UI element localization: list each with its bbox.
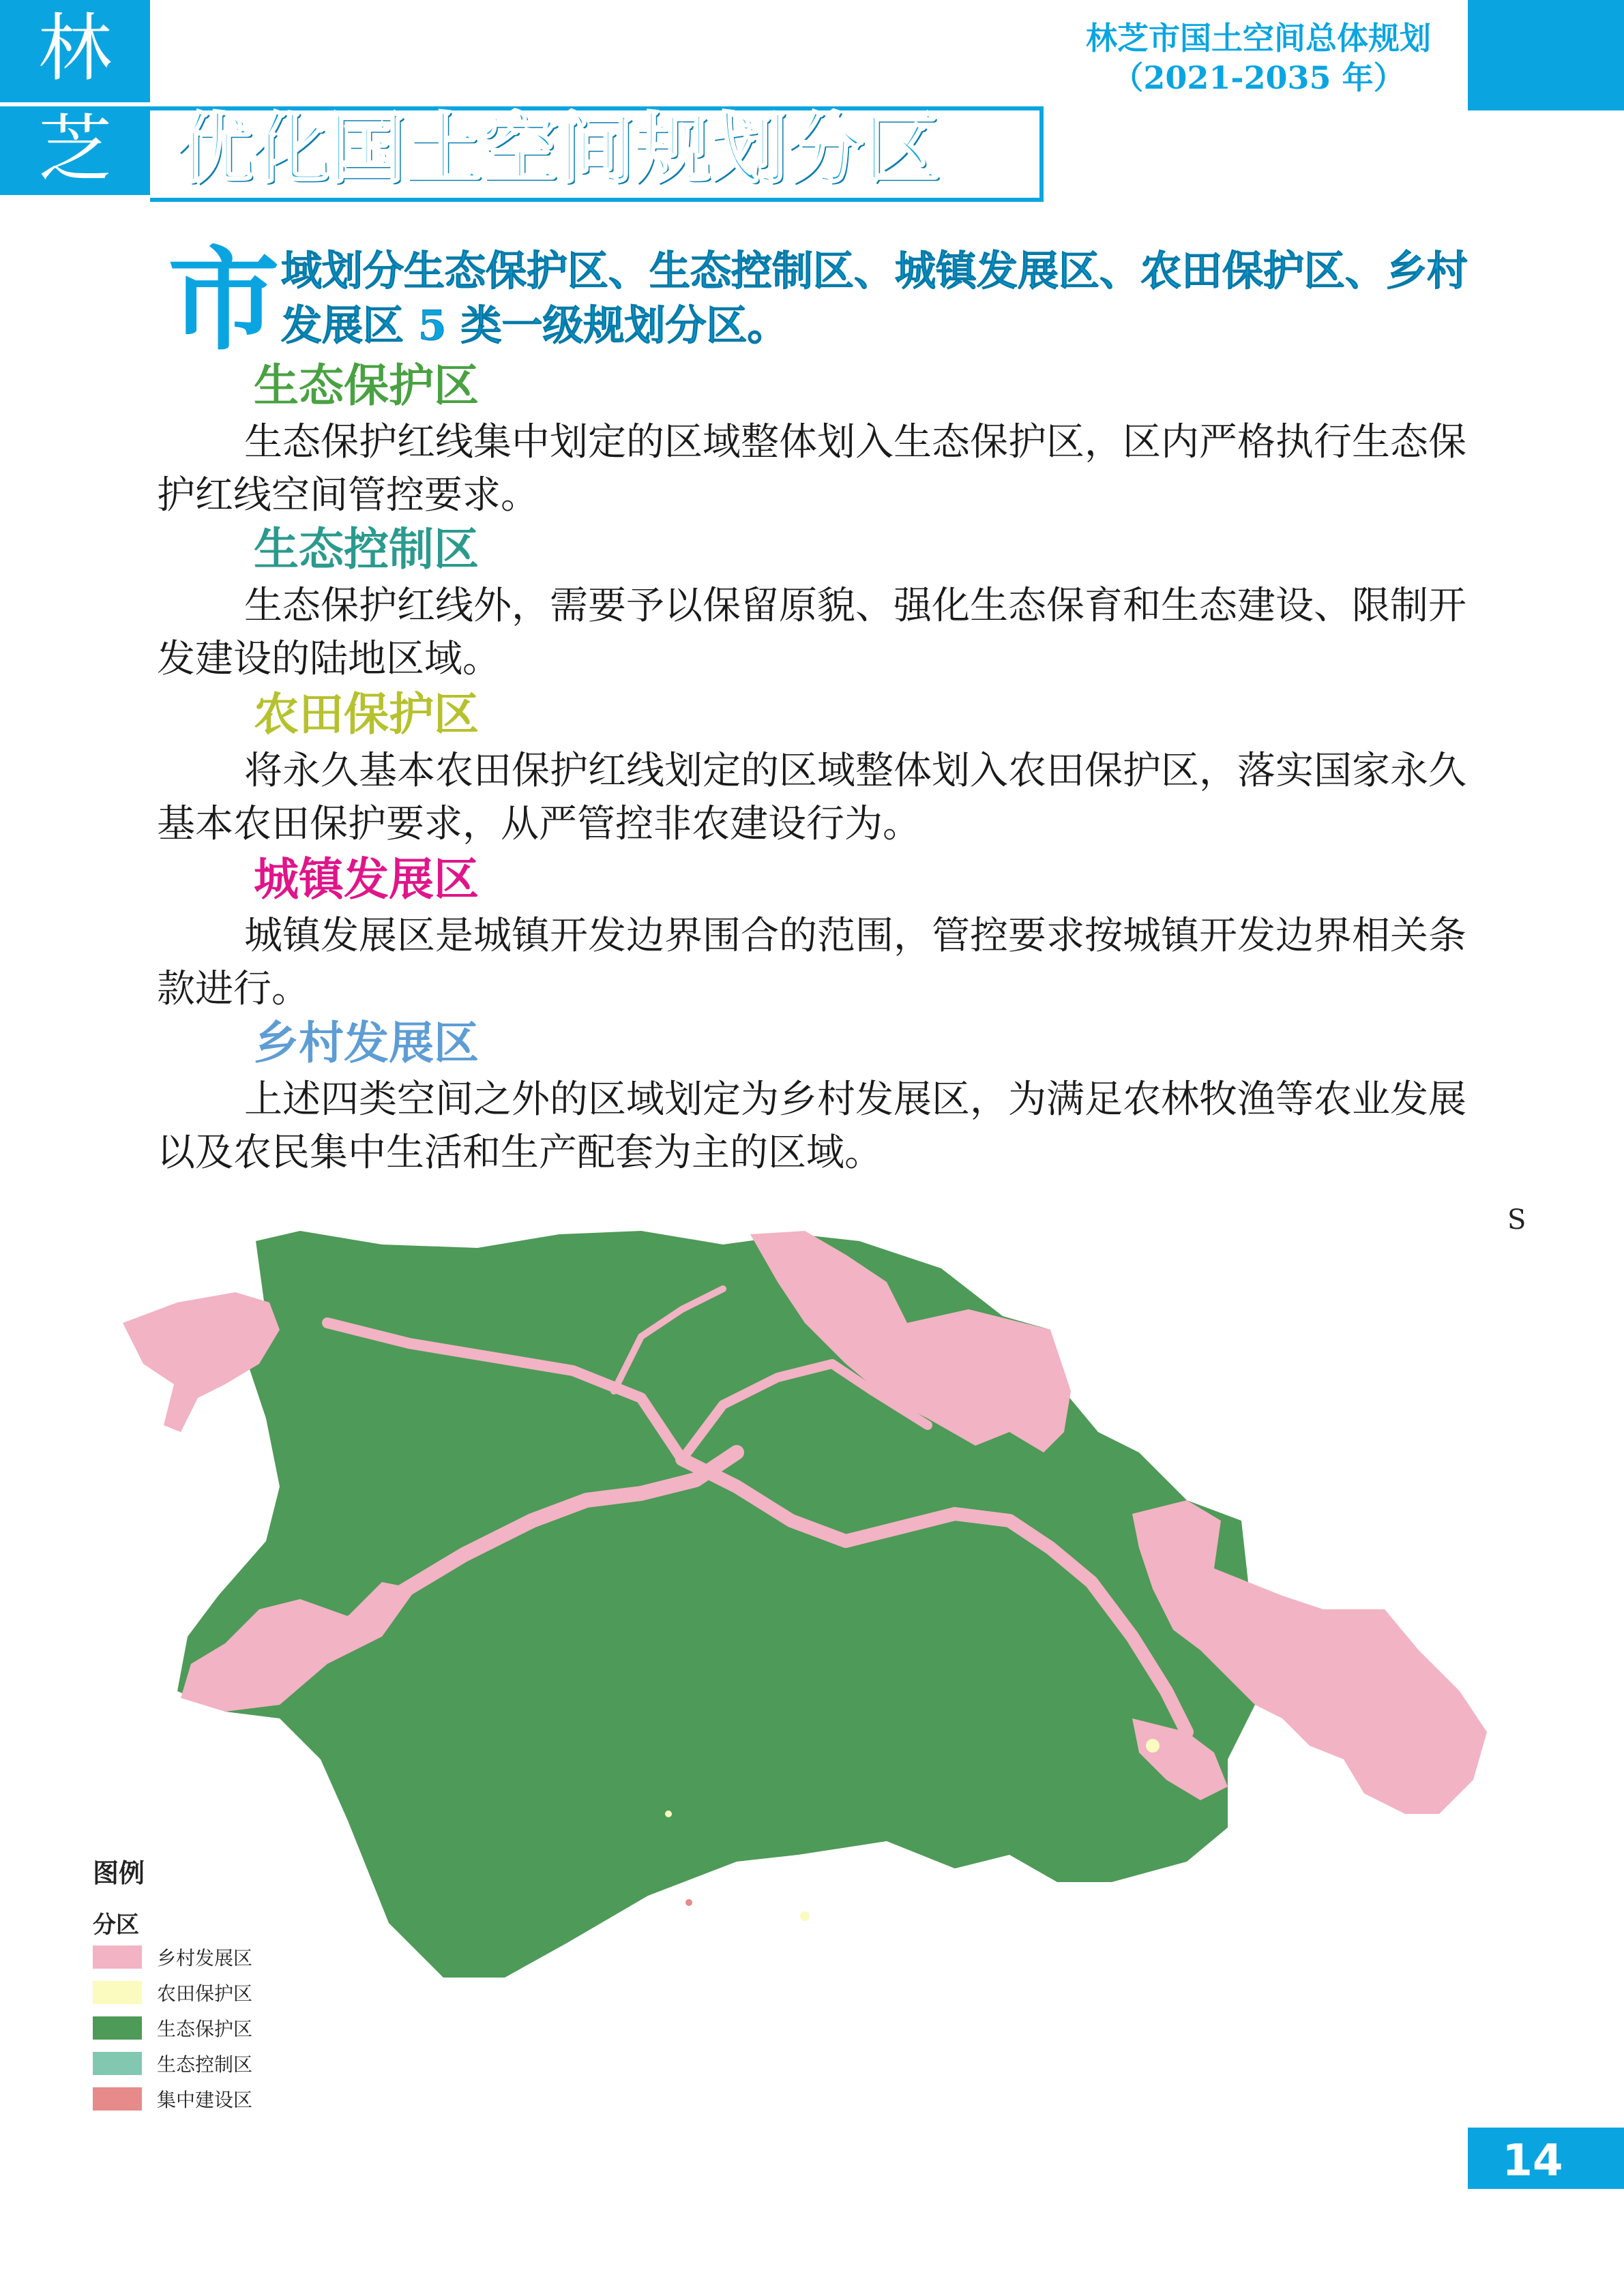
legend-swatch bbox=[93, 2016, 142, 2040]
corner-char-bottom: 芝 bbox=[38, 107, 112, 192]
section-heading-eco-control: 生态控制区 bbox=[254, 522, 479, 576]
map-eco-protection-zone bbox=[177, 1231, 1255, 1978]
legend-item bbox=[93, 1939, 252, 1975]
legend-item bbox=[93, 2081, 252, 2117]
legend-label: 集中建设区 bbox=[157, 2089, 253, 2111]
section-text-farmland: 将永久基本农田保护红线划定的区域整体划入农田保护区，落实国家永久基本农田保护要求，从严管控非农建设行为。 bbox=[157, 749, 1466, 846]
corner-block-top bbox=[0, 0, 150, 102]
intro-dropcap: 市 bbox=[168, 234, 280, 366]
intro-text: 域划分生态保护区、生态控制区、城镇发展区、农田保护区、乡村发展区 5 类一级规划分区。 bbox=[281, 248, 1468, 350]
section-text-urban: 城镇发展区是城镇开发边界围合的范围，管控要求按城镇开发边界相关条款进行。 bbox=[157, 914, 1466, 1011]
map-legend bbox=[93, 1852, 252, 2117]
map-corner-label: S bbox=[1507, 1204, 1526, 1236]
running-header bbox=[1044, 19, 1473, 98]
page-number: 14 bbox=[1502, 2136, 1563, 2186]
legend-label: 生态控制区 bbox=[157, 2053, 253, 2076]
legend-item bbox=[93, 2010, 252, 2046]
section-text-eco-protection: 生态保护红线集中划定的区域整体划入生态保护区，区内严格执行生态保护红线空间管控要求。 bbox=[157, 420, 1466, 518]
legend-swatch bbox=[93, 1945, 142, 1969]
section-heading-urban: 城镇发展区 bbox=[254, 852, 479, 906]
legend-title: 图例 bbox=[93, 1858, 145, 1888]
zoning-map bbox=[123, 1227, 1528, 2005]
legend-subtitle: 分区 bbox=[93, 1911, 139, 1939]
map-farmland-patch bbox=[800, 1911, 810, 1921]
corner-block-bottom bbox=[0, 106, 150, 195]
legend-label: 生态保护区 bbox=[157, 2018, 253, 2040]
section-heading-eco-protection: 生态保护区 bbox=[254, 359, 479, 412]
legend-label: 农田保护区 bbox=[157, 1982, 253, 2005]
map-farmland-patch bbox=[1146, 1739, 1160, 1753]
header-color-band bbox=[1472, 0, 1624, 110]
section-text-eco-control: 生态保护红线外，需要予以保留原貌、强化生态保育和生态建设、限制开发建设的陆地区域。 bbox=[157, 584, 1466, 681]
corner-char-top: 林 bbox=[38, 6, 112, 91]
map-construction-patch bbox=[685, 1899, 692, 1906]
legend-label: 乡村发展区 bbox=[157, 1947, 253, 1969]
map-rural-zone-west bbox=[123, 1292, 280, 1432]
legend-item bbox=[93, 2046, 252, 2081]
section-heading-farmland: 农田保护区 bbox=[254, 687, 479, 741]
legend-swatch bbox=[93, 2052, 142, 2075]
running-header-line2: （2021-2035 年） bbox=[1112, 59, 1405, 96]
section-heading-rural: 乡村发展区 bbox=[254, 1016, 479, 1069]
running-header-line1: 林芝市国土空间总体规划 bbox=[1086, 20, 1431, 57]
section-text-rural: 上述四类空间之外的区域划定为乡村发展区，为满足农林牧渔等农业发展以及农民集中生活和生产配套为主的区域。 bbox=[157, 1077, 1466, 1175]
page-title: 优化国土空间规划分区 bbox=[176, 105, 940, 194]
legend-item bbox=[93, 1975, 252, 2010]
legend-swatch bbox=[93, 1981, 142, 2004]
map-farmland-patch bbox=[665, 1810, 672, 1817]
legend-swatch bbox=[93, 2087, 142, 2111]
